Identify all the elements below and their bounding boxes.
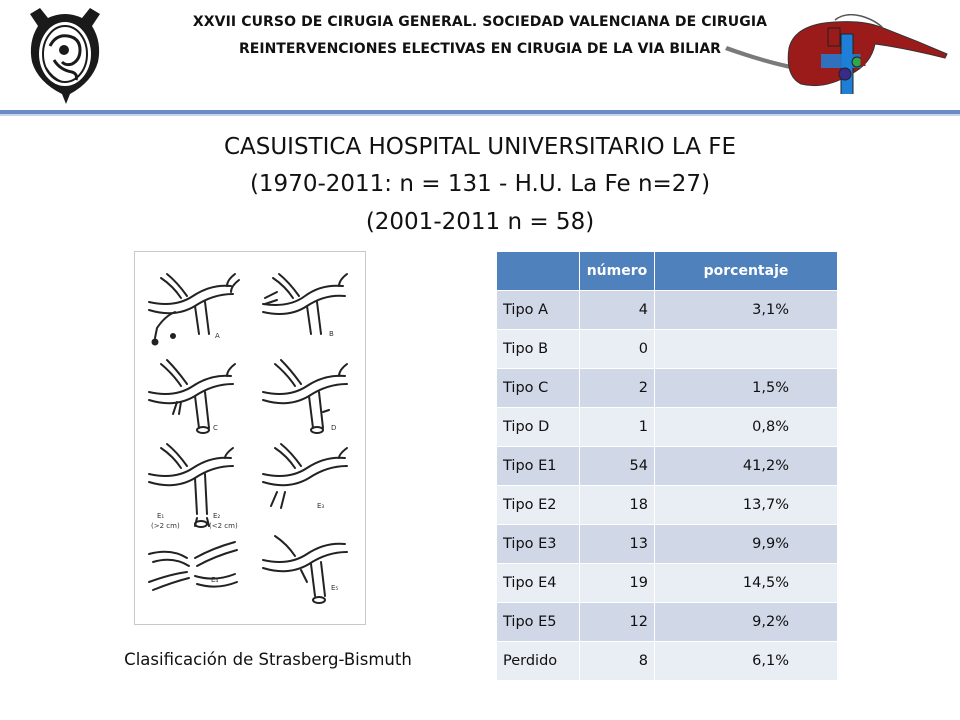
diagram-label-e4: E₄ bbox=[211, 576, 219, 584]
slide-title-line1: CASUISTICA HOSPITAL UNIVERSITARIO LA FE bbox=[223, 134, 737, 160]
column-header-numero: número bbox=[580, 252, 655, 291]
cell-tipo: Tipo B bbox=[497, 330, 580, 369]
cell-porcentaje: 14,5% bbox=[655, 564, 838, 603]
table-row bbox=[497, 525, 838, 564]
table-row bbox=[497, 408, 838, 447]
cell-porcentaje: 0,8% bbox=[655, 408, 838, 447]
table-row bbox=[497, 291, 838, 330]
diagram-type-c bbox=[149, 360, 235, 433]
table-row bbox=[497, 369, 838, 408]
diagram-type-d bbox=[263, 360, 347, 433]
cell-tipo: Tipo A bbox=[497, 291, 580, 330]
column-header-porcentaje: porcentaje bbox=[655, 252, 838, 291]
slide-title-line3: (2001-2011 n = 58) bbox=[365, 209, 595, 235]
header-divider-shadow bbox=[0, 114, 960, 116]
cell-porcentaje: 9,2% bbox=[655, 603, 838, 642]
diagram-label-b: B bbox=[329, 330, 334, 338]
cell-tipo: Perdido bbox=[497, 642, 580, 681]
cell-tipo: Tipo E1 bbox=[497, 447, 580, 486]
diagram-type-e5 bbox=[263, 536, 347, 603]
cell-tipo: Tipo E5 bbox=[497, 603, 580, 642]
diagram-label-e1: E₁ bbox=[157, 512, 165, 520]
society-logo-icon bbox=[26, 8, 104, 104]
bile-duct-injury-diagrams bbox=[135, 252, 365, 624]
cell-numero: 1 bbox=[580, 408, 655, 447]
cell-numero: 4 bbox=[580, 291, 655, 330]
cell-porcentaje: 3,1% bbox=[655, 291, 838, 330]
table-row bbox=[497, 447, 838, 486]
cell-numero: 0 bbox=[580, 330, 655, 369]
table-header-row bbox=[497, 252, 838, 291]
casuistry-table bbox=[496, 251, 838, 681]
cell-porcentaje: 41,2% bbox=[655, 447, 838, 486]
cell-porcentaje bbox=[655, 330, 838, 369]
biliary-anatomy-logo-icon bbox=[725, 14, 950, 94]
diagram-type-a bbox=[149, 274, 239, 345]
cell-numero: 2 bbox=[580, 369, 655, 408]
course-title: XXVII CURSO DE CIRUGIA GENERAL. SOCIEDAD VALENCIANA DE CIRUGIA bbox=[192, 14, 768, 30]
cell-numero: 18 bbox=[580, 486, 655, 525]
cell-porcentaje: 6,1% bbox=[655, 642, 838, 681]
cell-tipo: Tipo C bbox=[497, 369, 580, 408]
figure-caption: Clasificación de Strasberg-Bismuth bbox=[124, 650, 412, 669]
diagram-label-e2: E₂ bbox=[213, 512, 221, 520]
diagram-type-e4 bbox=[149, 542, 237, 590]
slide-title-line2: (1970-2011: n = 131 - H.U. La Fe n=27) bbox=[249, 171, 711, 197]
diagram-type-e3 bbox=[263, 444, 347, 508]
table-row bbox=[497, 642, 838, 681]
cell-tipo: Tipo E4 bbox=[497, 564, 580, 603]
table-row bbox=[497, 603, 838, 642]
cell-numero: 54 bbox=[580, 447, 655, 486]
table-row bbox=[497, 486, 838, 525]
cell-tipo: Tipo D bbox=[497, 408, 580, 447]
cell-porcentaje: 1,5% bbox=[655, 369, 838, 408]
diagram-label-e5: E₅ bbox=[331, 584, 339, 592]
diagram-label-c: C bbox=[213, 424, 218, 432]
cell-numero: 12 bbox=[580, 603, 655, 642]
cell-numero: 8 bbox=[580, 642, 655, 681]
table-row bbox=[497, 564, 838, 603]
diagram-label-e3: E₃ bbox=[317, 502, 325, 510]
diagram-label-d: D bbox=[331, 424, 337, 432]
course-subtitle: REINTERVENCIONES ELECTIVAS EN CIRUGIA DE LA VIA BILIAR bbox=[239, 41, 721, 57]
diagram-label-a: A bbox=[215, 332, 220, 340]
column-header-tipo bbox=[497, 252, 580, 291]
diagram-label-e2-size: (<2 cm) bbox=[209, 522, 238, 530]
cell-tipo: Tipo E2 bbox=[497, 486, 580, 525]
cell-porcentaje: 9,9% bbox=[655, 525, 838, 564]
cell-tipo: Tipo E3 bbox=[497, 525, 580, 564]
diagram-label-e1-size: (>2 cm) bbox=[151, 522, 180, 530]
strasberg-bismuth-figure bbox=[134, 251, 366, 625]
table-row bbox=[497, 330, 838, 369]
cell-numero: 13 bbox=[580, 525, 655, 564]
cell-numero: 19 bbox=[580, 564, 655, 603]
diagram-type-b bbox=[263, 274, 347, 334]
cell-porcentaje: 13,7% bbox=[655, 486, 838, 525]
